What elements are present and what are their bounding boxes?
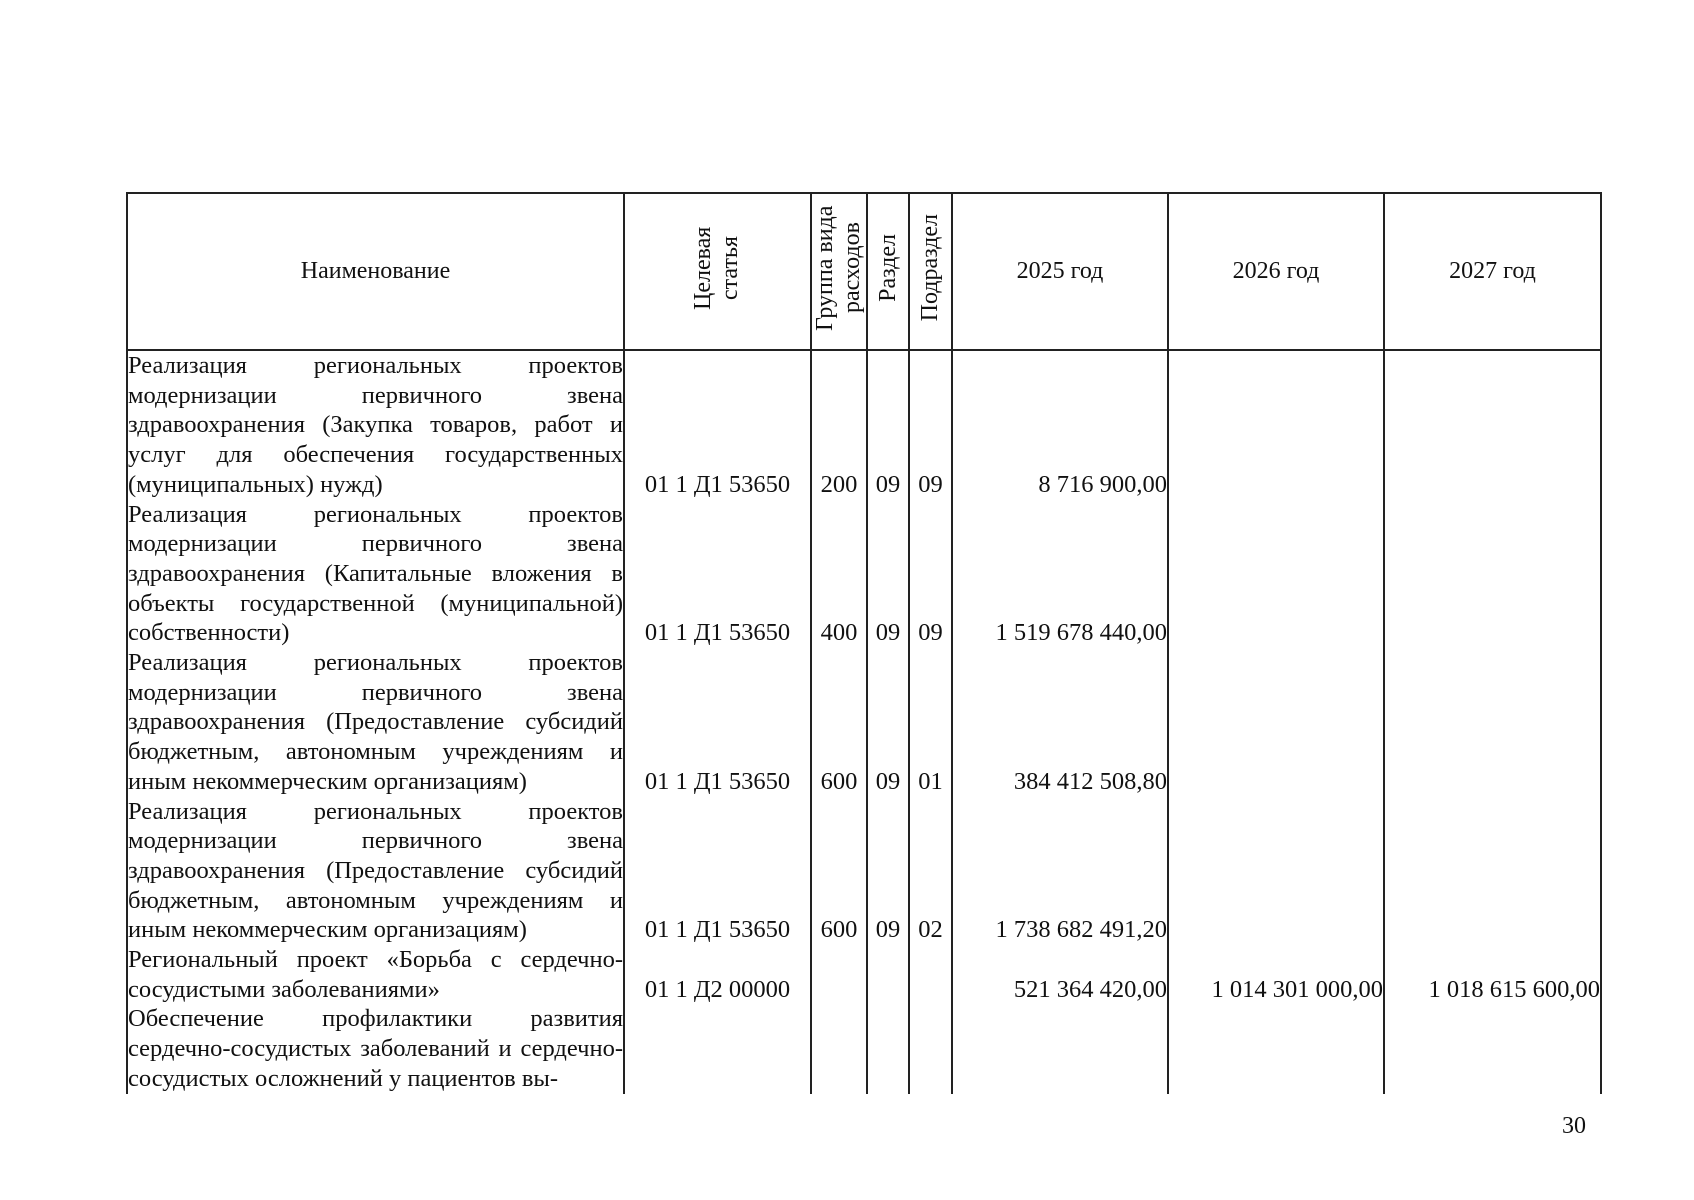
row-subsection (909, 945, 952, 1004)
header-name: Наименование (127, 193, 624, 350)
budget-table (126, 192, 1602, 1094)
row-amount-2025: 1 738 682 491,20 (952, 797, 1168, 946)
row-target: 01 1 Д1 53650 (624, 350, 811, 500)
row-expense-group (811, 1004, 867, 1093)
row-amount-2025: 384 412 508,80 (952, 648, 1168, 797)
row-subsection: 09 (909, 500, 952, 649)
row-amount-2026 (1168, 648, 1384, 797)
row-target: 01 1 Д1 53650 (624, 648, 811, 797)
row-expense-group (811, 945, 867, 1004)
row-amount-2025: 8 716 900,00 (952, 350, 1168, 500)
row-section (867, 945, 909, 1004)
row-name: Реализация региональных проектов модернизации первичного звена здравоохранения (Капитальные вложения в объекты государственной (муниципальной) собственности) (128, 500, 623, 647)
row-amount-2025: 1 519 678 440,00 (952, 500, 1168, 649)
row-name: Реализация региональных проектов модернизации первичного звена здравоохранения (Предоставление субсидий бюджетным, автономным учреждениям и иным некоммерческим организациям) (128, 649, 623, 795)
row-amount-2027 (1384, 1004, 1601, 1093)
row-target: 01 1 Д2 00000 (624, 945, 811, 1004)
row-name: Реализация региональных проектов модернизации первичного звена здравоохранения (Закупка товаров, работ и услуг для обеспечения государственных (муниципальных) нужд) (128, 352, 623, 498)
row-subsection: 09 (909, 350, 952, 500)
table-row (127, 1004, 1601, 1093)
row-name: Реализация региональных проектов модернизации первичного звена здравоохранения (Предоставление субсидий бюджетным, автономным учреждениям и иным некоммерческим организациям) (128, 797, 623, 944)
table-row (127, 500, 1601, 649)
row-name: Региональный проект «Борьба с сердечно-сосудистыми заболеваниями» (128, 946, 623, 1003)
row-expense-group: 200 (811, 350, 867, 500)
row-expense-group: 600 (811, 648, 867, 797)
table-row (127, 945, 1601, 1004)
row-section: 09 (867, 350, 909, 500)
row-amount-2026 (1168, 500, 1384, 649)
row-name: Обеспечение профилактики развития сердечно-сосудистых заболеваний и сердечно-сосудистых осложнений у пациентов вы- (128, 1005, 623, 1092)
row-expense-group: 600 (811, 797, 867, 946)
row-amount-2025: 521 364 420,00 (952, 945, 1168, 1004)
table-header-row (127, 193, 1601, 350)
row-section (867, 1004, 909, 1093)
page-number: 30 (1562, 1113, 1586, 1139)
row-target (624, 1004, 811, 1093)
row-amount-2027 (1384, 500, 1601, 649)
table-row (127, 350, 1601, 500)
row-section: 09 (867, 500, 909, 649)
header-expense-group: Группа вида расходов (811, 193, 867, 350)
row-amount-2026 (1168, 350, 1384, 500)
header-target: Целевая статья (624, 193, 811, 350)
row-amount-2026 (1168, 1004, 1384, 1093)
row-target: 01 1 Д1 53650 (624, 500, 811, 649)
row-amount-2027 (1384, 797, 1601, 946)
table-row (127, 648, 1601, 797)
row-amount-2027: 1 018 615 600,00 (1384, 945, 1601, 1004)
header-2027: 2027 год (1384, 193, 1601, 350)
row-target: 01 1 Д1 53650 (624, 797, 811, 946)
table-row (127, 797, 1601, 946)
row-subsection (909, 1004, 952, 1093)
row-section: 09 (867, 797, 909, 946)
row-amount-2027 (1384, 350, 1601, 500)
row-amount-2027 (1384, 648, 1601, 797)
header-subsection: Подраздел (909, 193, 952, 350)
header-2026: 2026 год (1168, 193, 1384, 350)
row-expense-group: 400 (811, 500, 867, 649)
header-2025: 2025 год (952, 193, 1168, 350)
header-section: Раздел (867, 193, 909, 350)
row-amount-2025 (952, 1004, 1168, 1093)
row-subsection: 02 (909, 797, 952, 946)
row-amount-2026 (1168, 797, 1384, 946)
row-subsection: 01 (909, 648, 952, 797)
row-section: 09 (867, 648, 909, 797)
row-amount-2026: 1 014 301 000,00 (1168, 945, 1384, 1004)
